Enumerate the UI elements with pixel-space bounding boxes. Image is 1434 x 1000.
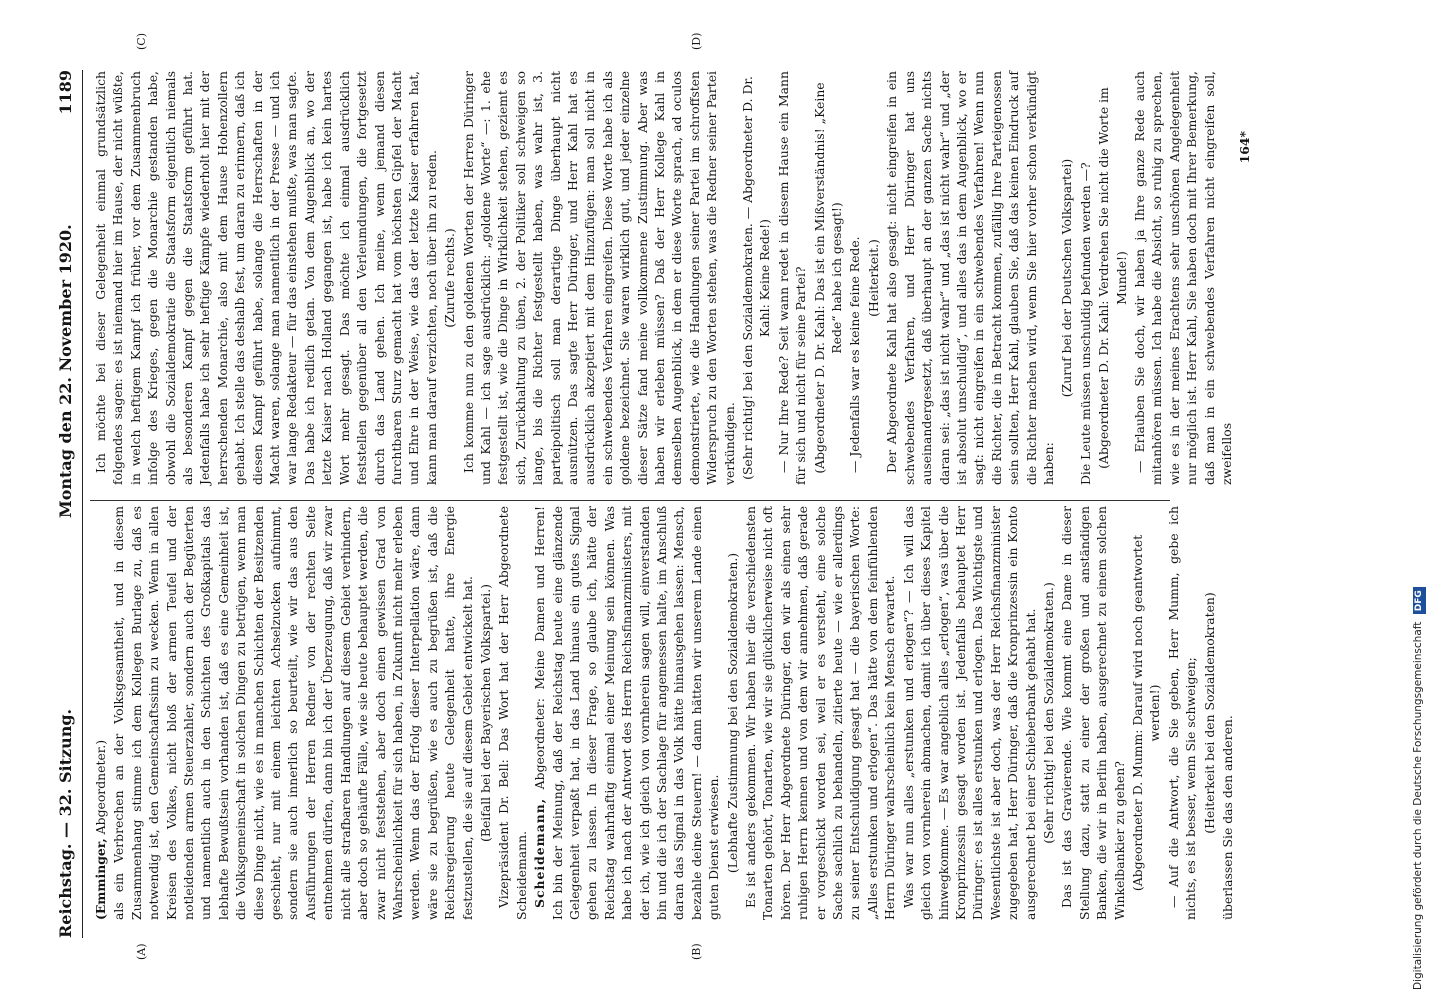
- speaker-paragraph: [531, 506, 722, 920]
- paragraph: Der Abgeordnete Kahl hat also gesagt: nicht eingreifen in ein schwebendes Verfahren, und Herr Düringer hat uns auseinandergesetzt, daß überhaupt an der ganzen Sache nichts daran sei: „das ist nicht wahr“ und „das ist nicht wahr“ und „der ist absolut unschuldig“, und alles das in dem Augenblick, wo er sagt: nicht eingreifen in ein schwebendes Verfahren! Wenn nun die Richter, die in Betracht kommen, zufällig Ihre Parteigenossen sein sollten, Herr Kahl, glauben Sie, daß das keinen Eindruck auf die Richter machen wird, wenn Sie hier vorher schon verkündigt haben:: [884, 71, 1056, 485]
- interjection: (Lebhafte Zustimmung bei den Sozialdemokraten.): [724, 552, 740, 874]
- speaker-name: (Emminger,: [93, 838, 108, 920]
- paragraph: — Erlauben Sie doch, wir haben ja Ihre ganze Rede auch mitanhören müssen. Ich habe die Absicht, so ruhig zu sprechen, wie es in der meines Erachtens sehr unschönen Angelegenheit nur möglich ist. Herr Kahl, Sie haben doch mit Ihrer Bemerkung, daß man in ein schwebendes Verfahren nicht eingreifen soll, zweifellos: [1131, 71, 1234, 485]
- speaker-role: Abgeordneter.): [93, 739, 108, 835]
- interjection: (Sehr richtig! bei den Sozialdemokraten.): [1040, 582, 1056, 844]
- speaker-name: Scheidemann,: [532, 797, 548, 908]
- paragraph: Die Leute müssen unschuldig befunden werden —?: [1077, 162, 1093, 485]
- paragraph: als ein Verbrechen an der Volksgesamtheit, und in diesem Zusammenhang stimme ich dem Kollegen Burlage zu, daß es notwendig ist, den Gemeinschaftssinn zu wecken. Wenn in allen Kreisen des Volkes, nicht bloß der armen Teufel und der notleidenden armen Steuerzahler, sondern auch der Begüterten und namentlich auch in den Schichten des Großkapitals das lebhafte Bewußtsein vorhanden ist, daß es eine Gemeinheit ist, die Volksgemeinschaft in solchen Dingen zu betrügen, wenn man diese Dinge nicht, wie es in manchen Schichten der Besitzenden geschieht, nur mit einem leichten Achselzucken aufnimmt, sondern sie auch innerlich so beurteilt, wie wir das aus den Ausführungen der Herren Redner von der rechten Seite entnehmen dürfen, dann bin ich der Überzeugung, daß wir zwar nicht alle strafbaren Handlungen auf diesem Gebiet verhindern, aber doch so gehäufte Fälle, wie sie heute behauptet werden, die zwar nicht feststehen, aber doch einen gewissen Grad von Wahrscheinlichkeit für sich haben, in Zukunft nicht mehr erleben werden. Wenn das der Erfolg dieser Interpellation wäre, dann wäre sie zu begrüßen, wie es auch zu begrüßen ist, daß die Reichsregierung heute Gelegenheit hatte, ihre Energie festzustellen, die sie auf diesem Gebiet entwickelt hat.: [111, 506, 475, 920]
- paragraph: Das ist das Gravierende. Wie kommt eine Dame in dieser Stellung dazu, statt zu einer der großen und anständigen Banken, die wir in Berlin haben, ausgerechnet zu einem solchen Winkelbankier zu gehen?: [1059, 506, 1127, 920]
- paragraph: Es ist anders gekommen. Wir haben hier die verschiedensten Tonarten gehört, Tonarten, wie wir sie glücklicherweise nicht oft hören. Der Herr Abgeordnete Düringer, den wir als einen sehr ruhigen Herrn kennen und von dem wir annehmen, daß gerade er vorgeschickt worden sei, weil er es versteht, eine solche Sache sachlich zu behandeln, zitierte heute — wie er allerdings zu seiner Entschuldigung gesagt hat — die bayerischen Worte: „Alles erstunken und erlogen“. Das hätte von dem feinfühlenden Herrn Düringer wahrscheinlich kein Mensch erwartet.: [743, 506, 898, 920]
- header-session: Reichstag. — 32. Sitzung.: [56, 708, 75, 938]
- right-column: [92, 71, 1255, 485]
- dfg-logo-icon: DFG: [1413, 587, 1426, 614]
- left-column: [92, 506, 1237, 920]
- paragraph: — Auf die Antwort, die Sie geben, Herr Mumm, gebe ich nichts, es ist besser, wenn Sie schweigen;: [1165, 506, 1199, 920]
- interjection: (Abgeordneter D. Dr. Kahl: Verdrehen Sie nicht die Worte im Munde!): [1096, 87, 1129, 469]
- paragraph: Was war nun alles „erstunken und erlogen“? — Ich will das gleich von vornherein abmachen, damit ich über dieses Kapitel hinwegkomme. — Es war angeblich alles „erlogen“, was über die Kronprinzessin gesagt worden ist. Jedenfalls behauptet Herr Düringer: es ist alles erstunken und erlogen. Das Wichtigste und Wesentlichste ist aber doch, was der Herr Reichsfinanzminister zugegeben hat, Herr Düringer, daß die Kronprinzessin ein Konto ausgerechnet bei einer Schieberbank gehabt hat.: [900, 506, 1038, 920]
- paragraph: — Nur Ihre Rede? Seit wann redet in diesem Hause ein Mann für sich und nicht für seine Partei?: [775, 71, 809, 485]
- interjection: (Abgeordneter D. Dr. Kahl: Das ist ein Mißverständnis! „Keine Rede“ habe ich gesagt!): [811, 82, 845, 474]
- interjection: (Abgeordneter D. Mumm: Darauf wird noch geantwortet werden!): [1129, 534, 1163, 892]
- page-signature: 164*: [1237, 131, 1253, 164]
- margin-marker-a: (A): [135, 943, 148, 960]
- interjection: (Heiterkeit.): [865, 239, 881, 317]
- header-date: Montag den 22. November 1920.: [56, 224, 75, 518]
- paragraph: Ich möchte bei dieser Gelegenheit einmal grundsätzlich folgendes sagen: es ist niemand hier im Hause, der nicht wüßte, in welch heftigem Kampf ich früher, vor dem Zusammenbruch infolge des Krieges, gegen die Monarchie gestanden habe, obwohl die Sozialdemokratie die Staatsform eigentlich niemals als besonderen Kampf gegen die Staatsform geführt hat. Jedenfalls habe ich sehr heftige Kämpfe wiederholt hier mit der herrschenden Monarchie, also mit dem Hause Hohenzollern gehabt. Ich stelle das deshalb fest, um daran zu erinnern, daß ich diesen Kampf geführt habe, solange die Herrschaften in der Macht waren, solange man namentlich in der Presse — und ich war lange Redakteur — für das einstehen mußte, was man sagte. Das habe ich redlich getan. Von dem Augenblick an, wo der letzte Kaiser nach Holland gegangen ist, habe ich kein hartes Wort mehr gesagt. Das möchte ich einmal ausdrücklich feststellen gegenüber all den Verleumdungen, die fortgesetzt durch das Land gehen. Ich meine, wenn jemand diesen furchtbaren Sturz gemacht hat vom höchsten Gipfel der Macht und Ehre in der Weise, wie das der letzte Kaiser erfahren hat, kann man darauf verzichten, noch über ihn zu reden.: [93, 71, 439, 485]
- page-number: 1189: [56, 70, 75, 115]
- interjection: (Heiterkeit bei den Sozialdemokraten): [1201, 592, 1217, 834]
- margin-marker-b: (B): [690, 943, 703, 960]
- column-divider: [90, 500, 1170, 501]
- interjection: (Zuruf bei der Deutschen Volkspartei): [1059, 158, 1075, 398]
- interjection: (Zurufe rechts.): [442, 228, 458, 328]
- interjection: (Sehr richtig! bei den Sozialdemokraten. — Abgeordneter D. Dr. Kahl: Keine Rede!): [740, 76, 773, 480]
- speaker-role: Abgeordneter:: [532, 698, 548, 790]
- margin-marker-c: (C): [135, 33, 148, 50]
- interjection: (Beifall bei der Bayerischen Volkspartei.): [477, 584, 493, 842]
- speaker-line: [92, 506, 109, 920]
- margin-marker-d: (D): [690, 32, 703, 50]
- page-header: [52, 70, 83, 938]
- paragraph: Ich komme nun zu den goldenen Worten der Herren Düringer und Kahl — ich sage ausdrücklich: „goldene Worte“ —: 1. ehe festgestellt ist, wie die Dinge in Wirklichkeit stehen, geziemt es sich, Zurückhaltung zu üben, 2. der Politiker soll schweigen so lange, bis die Richter festgestellt haben, was wahr ist, 3. parteipolitisch soll man derartige Dinge überhaupt nicht ausnützen. Das sagte Herr Düringer, und Herr Kahl hat es ausdrücklich akzeptiert mit dem Hinzufügen: man soll nicht in ein schwebendes Verfahren eingreifen. Diese Worte habe ich als goldene bezeichnet. Sie waren wirklich gut, und jeder einzelne dieser Sätze fand meine vollkommene Zustimmung. Aber was haben wir erleben müssen? Daß der Herr Kollege Kahl in demselben Augenblick, in dem er diese Worte sprach, ad oculos demonstrierte, wie die Handlungen seiner Partei im schroffsten Widerspruch zu den Worten stehen, was die Redner seiner Partei verkündigen.: [460, 71, 737, 485]
- paragraph: — Jedenfalls war es keine feine Rede.: [847, 236, 863, 473]
- stamp-text: Digitalisierung gefördert durch die Deutsche Forschungsgemeinschaft: [1412, 621, 1424, 990]
- paragraph: Vizepräsident Dr. Bell: Das Wort hat der Herr Abgeordnete Scheidemann.: [496, 506, 529, 920]
- digitization-stamp: [1407, 8, 1429, 990]
- paragraph-text: Meine Damen und Herren! Ich bin der Meinung, daß der Reichstag heute eine glänzende Gelegenheit verpaßt hat, in das Land hinaus ein gutes Signal gehen zu lassen. In dieser Frage, so glaube ich, hätte der Reichstag wahrhaftig einmal einer Meinung sein können. Was habe ich nach der Antwort des Herrn Reichsfinanzministers, mit der ich, wie ich gleich von vornherein sagen will, einverstanden bin und die ich der Sachlage für angemessen halte, im Anschluß daran das Signal in das Volk hätte hinausgehen lassen: Mensch, bezahle deine Steuern! — dann hätten wir unserem Lande einen guten Dienst erwiesen.: [532, 506, 722, 920]
- paragraph: überlassen Sie das den anderen.: [1220, 715, 1235, 920]
